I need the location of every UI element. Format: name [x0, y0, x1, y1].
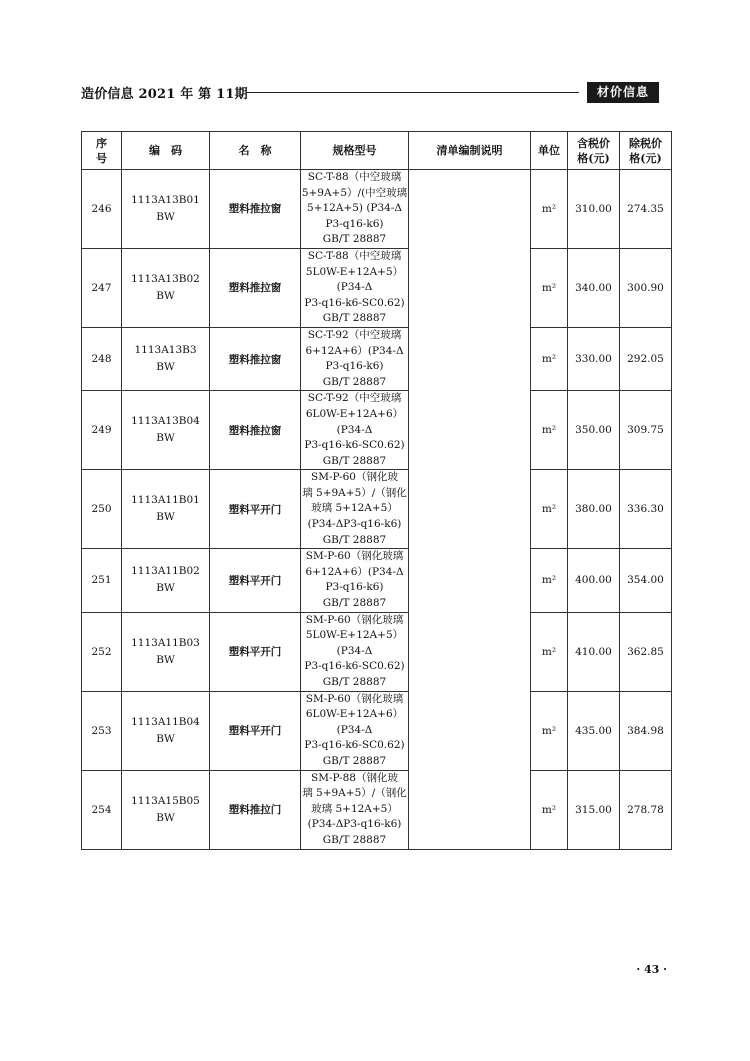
item-code: 1113A11B02 BW: [122, 549, 210, 612]
page-number: · 43 ·: [636, 963, 667, 976]
item-unit: m²: [531, 170, 568, 249]
row-number: 253: [82, 691, 122, 770]
price-with-tax: 400.00: [568, 549, 620, 612]
row-number: 248: [82, 327, 122, 390]
table-row: [82, 470, 672, 549]
col-header-unit: 单位: [531, 132, 568, 170]
item-notes: [409, 170, 531, 850]
table-row: [82, 549, 672, 612]
price-without-tax: 300.90: [620, 248, 672, 327]
row-number: 252: [82, 612, 122, 691]
price-with-tax: 330.00: [568, 327, 620, 390]
header-title: 造价信息 2021 年 第 11期: [81, 87, 248, 102]
item-name: 塑料推拉窗: [210, 170, 301, 249]
col-header-notes: 清单编制说明: [409, 132, 531, 170]
table-row: [82, 691, 672, 770]
item-name: 塑料推拉窗: [210, 327, 301, 390]
table-row: [82, 170, 672, 249]
item-code: 1113A13B01 BW: [122, 170, 210, 249]
item-unit: m²: [531, 549, 568, 612]
col-header-spec: 规格型号: [301, 132, 409, 170]
col-header-no: 序 号: [82, 132, 122, 170]
col-header-code: 编 码: [122, 132, 210, 170]
row-number: 246: [82, 170, 122, 249]
item-code: 1113A13B04 BW: [122, 391, 210, 470]
price-without-tax: 336.30: [620, 470, 672, 549]
item-code: 1113A13B3 BW: [122, 327, 210, 390]
item-name: 塑料平开门: [210, 549, 301, 612]
row-number: 249: [82, 391, 122, 470]
item-unit: m²: [531, 248, 568, 327]
item-unit: m²: [531, 470, 568, 549]
table-row: [82, 327, 672, 390]
row-number: 254: [82, 770, 122, 849]
price-with-tax: 315.00: [568, 770, 620, 849]
item-unit: m²: [531, 327, 568, 390]
row-number: 250: [82, 470, 122, 549]
item-name: 塑料推拉窗: [210, 391, 301, 470]
price-without-tax: 362.85: [620, 612, 672, 691]
item-name: 塑料推拉窗: [210, 248, 301, 327]
item-name: 塑料平开门: [210, 691, 301, 770]
item-unit: m²: [531, 770, 568, 849]
item-code: 1113A11B04 BW: [122, 691, 210, 770]
table-row: [82, 248, 672, 327]
section-tag: 材价信息: [587, 82, 659, 103]
item-unit: m²: [531, 691, 568, 770]
item-code: 1113A13B02 BW: [122, 248, 210, 327]
item-code: 1113A11B01 BW: [122, 470, 210, 549]
col-header-name: 名 称: [210, 132, 301, 170]
price-with-tax: 410.00: [568, 612, 620, 691]
item-name: 塑料平开门: [210, 612, 301, 691]
price-without-tax: 278.78: [620, 770, 672, 849]
page-header: [81, 82, 659, 104]
price-without-tax: 384.98: [620, 691, 672, 770]
item-spec: SM-P-88（钢化玻 璃 5+9A+5）/（钢化 玻璃 5+12A+5） (P34-ΔP3-q16-k6) GB/T 28887: [301, 770, 409, 849]
item-spec: SC-T-88（中空玻璃 5+9A+5）/(中空玻璃 5+12A+5) (P34-Δ P3-q16-k6) GB/T 28887: [301, 170, 409, 249]
item-spec: SC-T-92（中空玻璃 6L0W-E+12A+6） (P34-Δ P3-q16-k6-SC0.62) GB/T 28887: [301, 391, 409, 470]
price-without-tax: 292.05: [620, 327, 672, 390]
row-number: 251: [82, 549, 122, 612]
item-code: 1113A15B05 BW: [122, 770, 210, 849]
price-with-tax: 435.00: [568, 691, 620, 770]
item-spec: SM-P-60（钢化玻璃 6+12A+6）(P34-Δ P3-q16-k6) GB/T 28887: [301, 549, 409, 612]
col-header-tax-price: 含税价 格(元): [568, 132, 620, 170]
price-without-tax: 354.00: [620, 549, 672, 612]
item-unit: m²: [531, 612, 568, 691]
item-spec: SM-P-60（钢化玻璃 5L0W-E+12A+5） (P34-Δ P3-q16-k6-SC0.62) GB/T 28887: [301, 612, 409, 691]
item-spec: SC-T-92（中空玻璃 6+12A+6）(P34-Δ P3-q16-k6) GB/T 28887: [301, 327, 409, 390]
price-with-tax: 350.00: [568, 391, 620, 470]
item-code: 1113A11B03 BW: [122, 612, 210, 691]
price-with-tax: 310.00: [568, 170, 620, 249]
price-with-tax: 380.00: [568, 470, 620, 549]
price-with-tax: 340.00: [568, 248, 620, 327]
price-without-tax: 274.35: [620, 170, 672, 249]
item-spec: SC-T-88（中空玻璃 5L0W-E+12A+5） (P34-Δ P3-q16-k6-SC0.62) GB/T 28887: [301, 248, 409, 327]
header-rule: [247, 92, 579, 93]
price-without-tax: 309.75: [620, 391, 672, 470]
row-number: 247: [82, 248, 122, 327]
table-row: [82, 612, 672, 691]
price-table: [81, 131, 672, 850]
item-unit: m²: [531, 391, 568, 470]
item-spec: SM-P-60（钢化玻 璃 5+9A+5）/（钢化 玻璃 5+12A+5） (P34-ΔP3-q16-k6) GB/T 28887: [301, 470, 409, 549]
table-row: [82, 391, 672, 470]
col-header-net-price: 除税价 格(元): [620, 132, 672, 170]
item-name: 塑料推拉门: [210, 770, 301, 849]
item-name: 塑料平开门: [210, 470, 301, 549]
item-spec: SM-P-60（钢化玻璃 6L0W-E+12A+6） (P34-Δ P3-q16-k6-SC0.62) GB/T 28887: [301, 691, 409, 770]
table-header-row: [82, 132, 672, 170]
table-row: [82, 770, 672, 849]
